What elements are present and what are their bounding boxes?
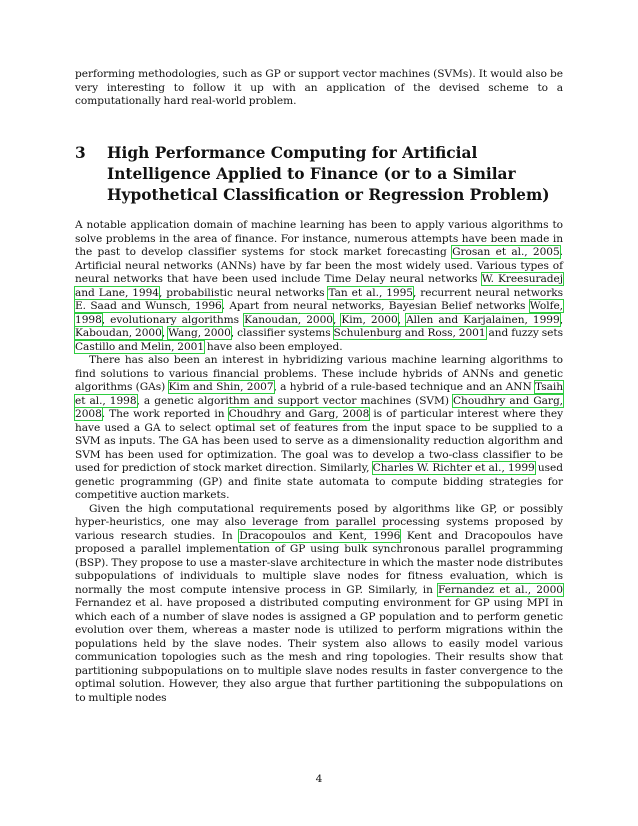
citation-link[interactable]: Kaboudan, 2000 xyxy=(75,327,162,339)
text-run: , a genetic algorithm and support vector machines (SVM) xyxy=(136,394,453,407)
citation-link[interactable]: Dracopoulos and Kent, 1996 xyxy=(239,529,401,542)
citation-link[interactable]: Kim and Shin, 2007 xyxy=(168,381,274,393)
text-run: Kent and Dracopoulos have proposed a parallel implementation of GP using bulk synchronous parallel programming (BSP). They propose to use a master-slave architecture in which the master node distributes subpopulations of individuals to multiple slave nodes for fitness evaluation, which is normally the most compute intensive process in GP. Similarly, in xyxy=(75,529,563,596)
paragraph-2 xyxy=(75,354,563,503)
section-title: High Performance Computing for Artificial Intelligence Applied to Finance (or to a Similar Hypothetical Classification or Regression Problem) xyxy=(107,144,550,204)
text-run: , xyxy=(559,313,564,326)
text-run: used genetic programming (GP) and finite state automata to compute bidding strategies for competitive auction markets. xyxy=(75,462,563,501)
citation-link[interactable]: Kanoudan, 2000 xyxy=(244,313,333,326)
text-run: , a hybrid of a rule-based technique and an ANN xyxy=(273,381,535,393)
intro-paragraph xyxy=(75,68,563,109)
text-run: , classifier systems xyxy=(230,327,334,339)
section-number: 3 xyxy=(75,144,86,162)
citation-link[interactable]: Tan et al., 1995 xyxy=(328,286,413,299)
citation-link[interactable]: W. Kreesuradej and Lane, 1994 xyxy=(75,273,563,299)
citation-link[interactable]: Choudhry and Garg, 2008 xyxy=(228,408,370,420)
citation-link[interactable]: Grosan et al., 2005 xyxy=(452,246,560,258)
text-run: , xyxy=(161,327,169,339)
intro-paragraph-text: performing methodologies, such as GP or support vector machines (SVMs). It would also be very interesting to follow it up with an application of the devised scheme to a computationally hard real-world problem. xyxy=(75,68,563,107)
text-run: There has also been an interest in hybridizing various machine learning algorithms to find solutions to various financial problems. These include hybrids of ANNs and genetic algorithms (GAs) xyxy=(75,354,563,393)
text-run: have also been employed. xyxy=(204,340,343,353)
text-run: , recurrent neural networks xyxy=(413,286,563,299)
citation-link[interactable]: Tsaih et al., 1998 xyxy=(75,381,563,407)
text-run: is of particular interest where they have used a GA to select optimal set of features from the input space to be supplied to a SVM as inputs. The GA has been used to serve as a dimensionality reduction algorithm and SVM has been used for optimization. The goal was to develop a two-class classifier to be used for prediction of stock market direction. Similarly, xyxy=(75,408,564,474)
text-run: Given the high computational requirements posed by algorithms like GP, or possibly hyper-heuristics, one may also leverage from parallel processing systems proposed by various research studies. In xyxy=(75,502,563,542)
citation-link[interactable]: Charles W. Richter et al., 1999 xyxy=(372,462,535,474)
citation-link[interactable]: E. Saad and Wunsch, 1996 xyxy=(75,300,222,312)
text-run: and fuzzy sets xyxy=(485,327,563,339)
text-run: , probabilistic neural networks xyxy=(159,286,329,299)
text-run: , evolutionary algorithms xyxy=(101,313,245,326)
citation-link[interactable]: Schulenburg and Ross, 2001 xyxy=(333,327,486,339)
citation-link[interactable]: Wolfe, 1998 xyxy=(75,300,563,326)
paragraph-1 xyxy=(75,219,563,354)
text-run: A notable application domain of machine learning has been to apply various algorithms to solve problems in the area of finance. For instance, numerous attempts have been made in the past to develop classifier systems for stock market forecasting xyxy=(75,219,563,258)
citation-link[interactable]: Fernandez et al., 2000 xyxy=(438,583,563,596)
page-number: 4 xyxy=(315,773,323,785)
section-heading xyxy=(75,143,565,206)
text-run: . Apart from neural networks, Bayesian Belief networks xyxy=(221,300,530,312)
paragraph-3 xyxy=(75,503,563,706)
text-run: . The work reported in xyxy=(101,408,229,420)
citation-link[interactable]: Allen and Karjalainen, 1999 xyxy=(406,313,560,326)
text-run: Fernandez et al. have proposed a distributed computing environment for GP using MPI in which each of a number of slave nodes is assigned a GP population and to perform genetic evolution over them, whereas a master node is utilized to perform migrations within the populations held by the slave nodes. Their system also allows to easily model various communication topologies such as the mesh and ring topologies. Their results show that partitioning subpopulations on to multiple slave nodes results in faster convergence to the optimal solution. However, they also argue that further partitioning the subpopulations on to multiple nodes xyxy=(75,597,563,704)
text-run: , xyxy=(397,313,407,326)
citation-link[interactable]: Choudhry and Garg, 2008 xyxy=(75,394,563,420)
text-run: , xyxy=(332,313,342,326)
citation-link[interactable]: Castillo and Melin, 2001 xyxy=(75,340,205,353)
text-run: . Artificial neural networks (ANNs) have by far been the most widely used. Various types of neural networks that have been used include Time Delay neural networks xyxy=(75,246,563,285)
citation-link[interactable]: Wang, 2000 xyxy=(168,327,231,339)
body-text xyxy=(75,219,563,705)
citation-link[interactable]: Kim, 2000 xyxy=(341,313,398,326)
